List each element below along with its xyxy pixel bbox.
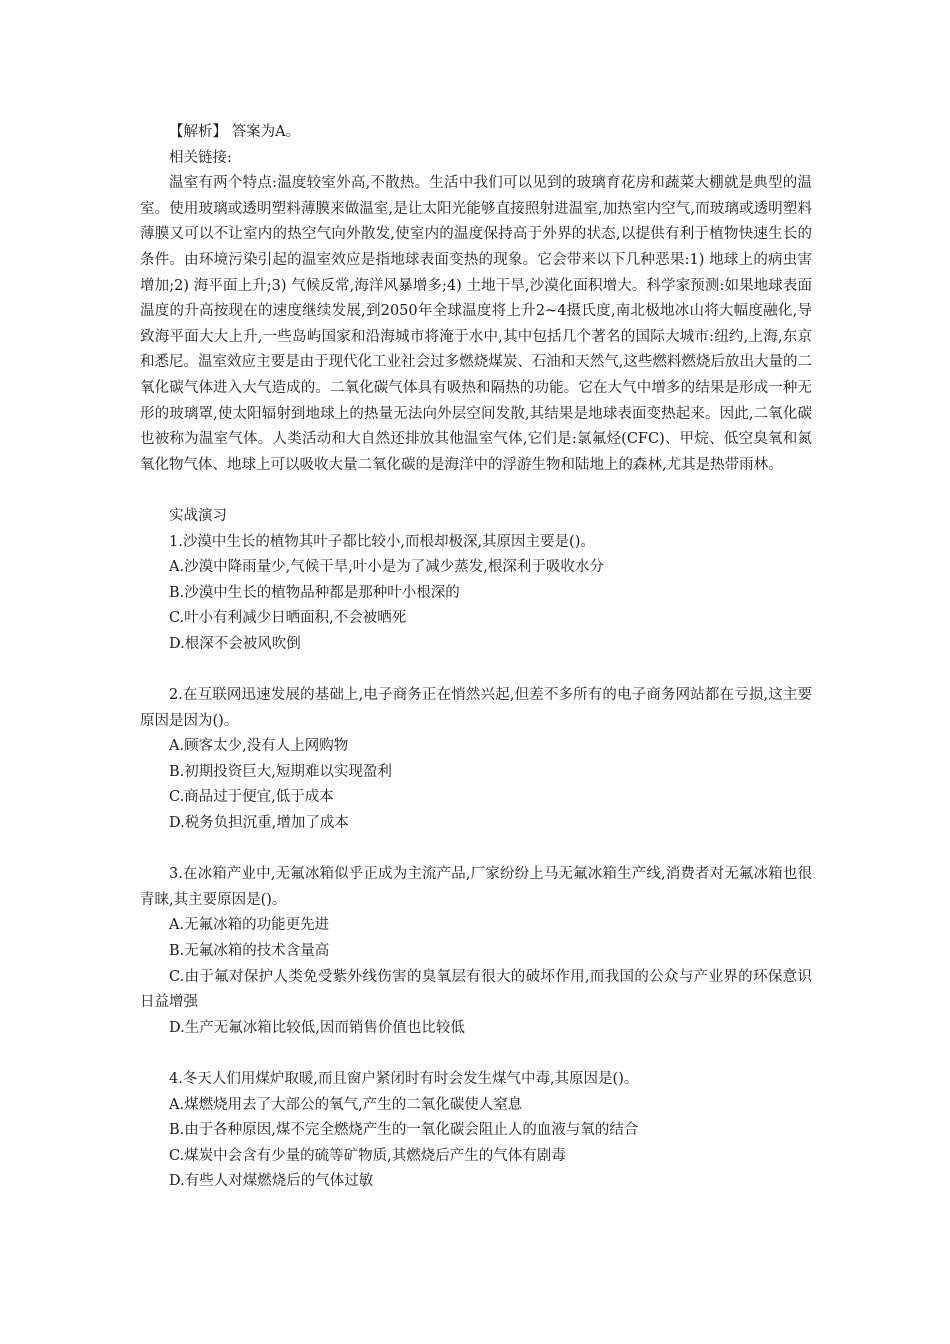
question-option: A.无氟冰箱的功能更先进 <box>169 917 330 934</box>
question-block <box>140 862 812 1041</box>
question-option: D.税务负担沉重,增加了成本 <box>169 815 349 832</box>
question-option: C.叶小有利减少日晒面积,不会被晒死 <box>169 610 407 627</box>
practice-title: 实战演习 <box>169 507 227 524</box>
question-stem: 3.在冰箱产业中,无氟冰箱似乎正成为主流产品,厂家纷纷上马无氟冰箱生产线,消费者对无氟冰箱也很青睐,其主要原因是()。 <box>140 866 812 908</box>
question-option: C.商品过于便宜,低于成本 <box>169 789 334 806</box>
question-option: B.由于各种原因,煤不完全燃烧产生的一氧化碳会阻止人的血液与氧的结合 <box>169 1122 639 1139</box>
analysis-body: 温室有两个特点:温度较室外高,不散热。生活中我们可以见到的玻璃育花房和蔬菜大棚就是典型的温室。使用玻璃或透明塑料薄膜来做温室,是让太阳光能够直接照射进温室,加热室内空气,而玻璃或透明塑料薄膜又可以不让室内的热空气向外散发,使室内的温度保持高于外界的状态,以提供有利于植物快速生长的条件。由环境污染引起的温室效应是指地球表面变热的现象。它会带来以下几种恶果:1) 地球上的病虫害增加;2) 海平面上升;3) 气候反常,海洋风暴增多;4) 土地干旱,沙漠化面积增大。科学家预测:如果地球表面温度的升高按现在的速度继续发展,到2050年全球温度将上升2~4摄氏度,南北极地冰山将大幅度融化,导致海平面大大上升,一些岛屿国家和沿海城市将淹于水中,其中包括几个著名的国际大城市:纽约,上海,东京和悉尼。温室效应主要是由于现代化工业社会过多燃烧煤炭、石油和天然气,这些燃料燃烧后放出大量的二氧化碳气体进入大气造成的。二氧化碳气体具有吸热和隔热的功能。它在大气中增多的结果是形成一种无形的玻璃罩,使太阳辐射到地球上的热量无法向外层空间发散,其结果是地球表面变热起来。因此,二氧化碳也被称为温室气体。人类活动和大自然还排放其他温室气体,它们是:氯氟烃(CFC)、甲烷、低空臭氧和氮氧化物气体、地球上可以吸收大量二氧化碳的是海洋中的浮游生物和陆地上的森林,尤其是热带雨林。 <box>140 175 812 473</box>
question-option: C.由于氟对保护人类免受紫外线伤害的臭氧层有很大的破坏作用,而我国的公众与产业界的环保意识日益增强 <box>140 968 812 1011</box>
question-block <box>140 1067 812 1195</box>
related-label: 相关链接: <box>169 149 232 166</box>
question-stem: 1.沙漠中生长的植物其叶子都比较小,而根却极深,其原因主要是()。 <box>169 533 595 550</box>
question-option: B.初期投资巨大,短期难以实现盈利 <box>169 763 392 780</box>
document-page <box>140 120 812 1195</box>
question-option: C.煤炭中会含有少量的硫等矿物质,其燃烧后产生的气体有剧毒 <box>169 1147 566 1164</box>
question-option: A.煤燃烧用去了大部公的氧气,产生的二氧化碳使人窒息 <box>169 1096 523 1113</box>
question-option: D.有些人对煤燃烧后的气体过敏 <box>169 1173 374 1190</box>
question-option: B.无氟冰箱的技术含量高 <box>169 943 330 959</box>
question-option: A.顾客太少,没有人上网购物 <box>169 738 349 755</box>
question-block <box>140 530 812 658</box>
question-option: D.根深不会被风吹倒 <box>169 635 301 652</box>
question-stem: 4.冬天人们用煤炉取暖,而且窗户紧闭时有时会发生煤气中毒,其原因是()。 <box>169 1070 639 1087</box>
answer-line: 【解析】 答案为A。 <box>169 124 301 140</box>
question-option: D.生产无氟冰箱比较低,因而销售价值也比较低 <box>169 1019 465 1036</box>
question-block <box>140 683 812 837</box>
question-option: A.沙漠中降雨量少,气候干旱,叶小是为了减少蒸发,根深利于吸收水分 <box>169 559 604 576</box>
question-option: B.沙漠中生长的植物品种都是那种叶小根深的 <box>169 584 460 601</box>
question-stem: 2.在互联网迅速发展的基础上,电子商务正在悄然兴起,但差不多所有的电子商务网站都在亏损,这主要原因是因为()。 <box>140 687 812 729</box>
